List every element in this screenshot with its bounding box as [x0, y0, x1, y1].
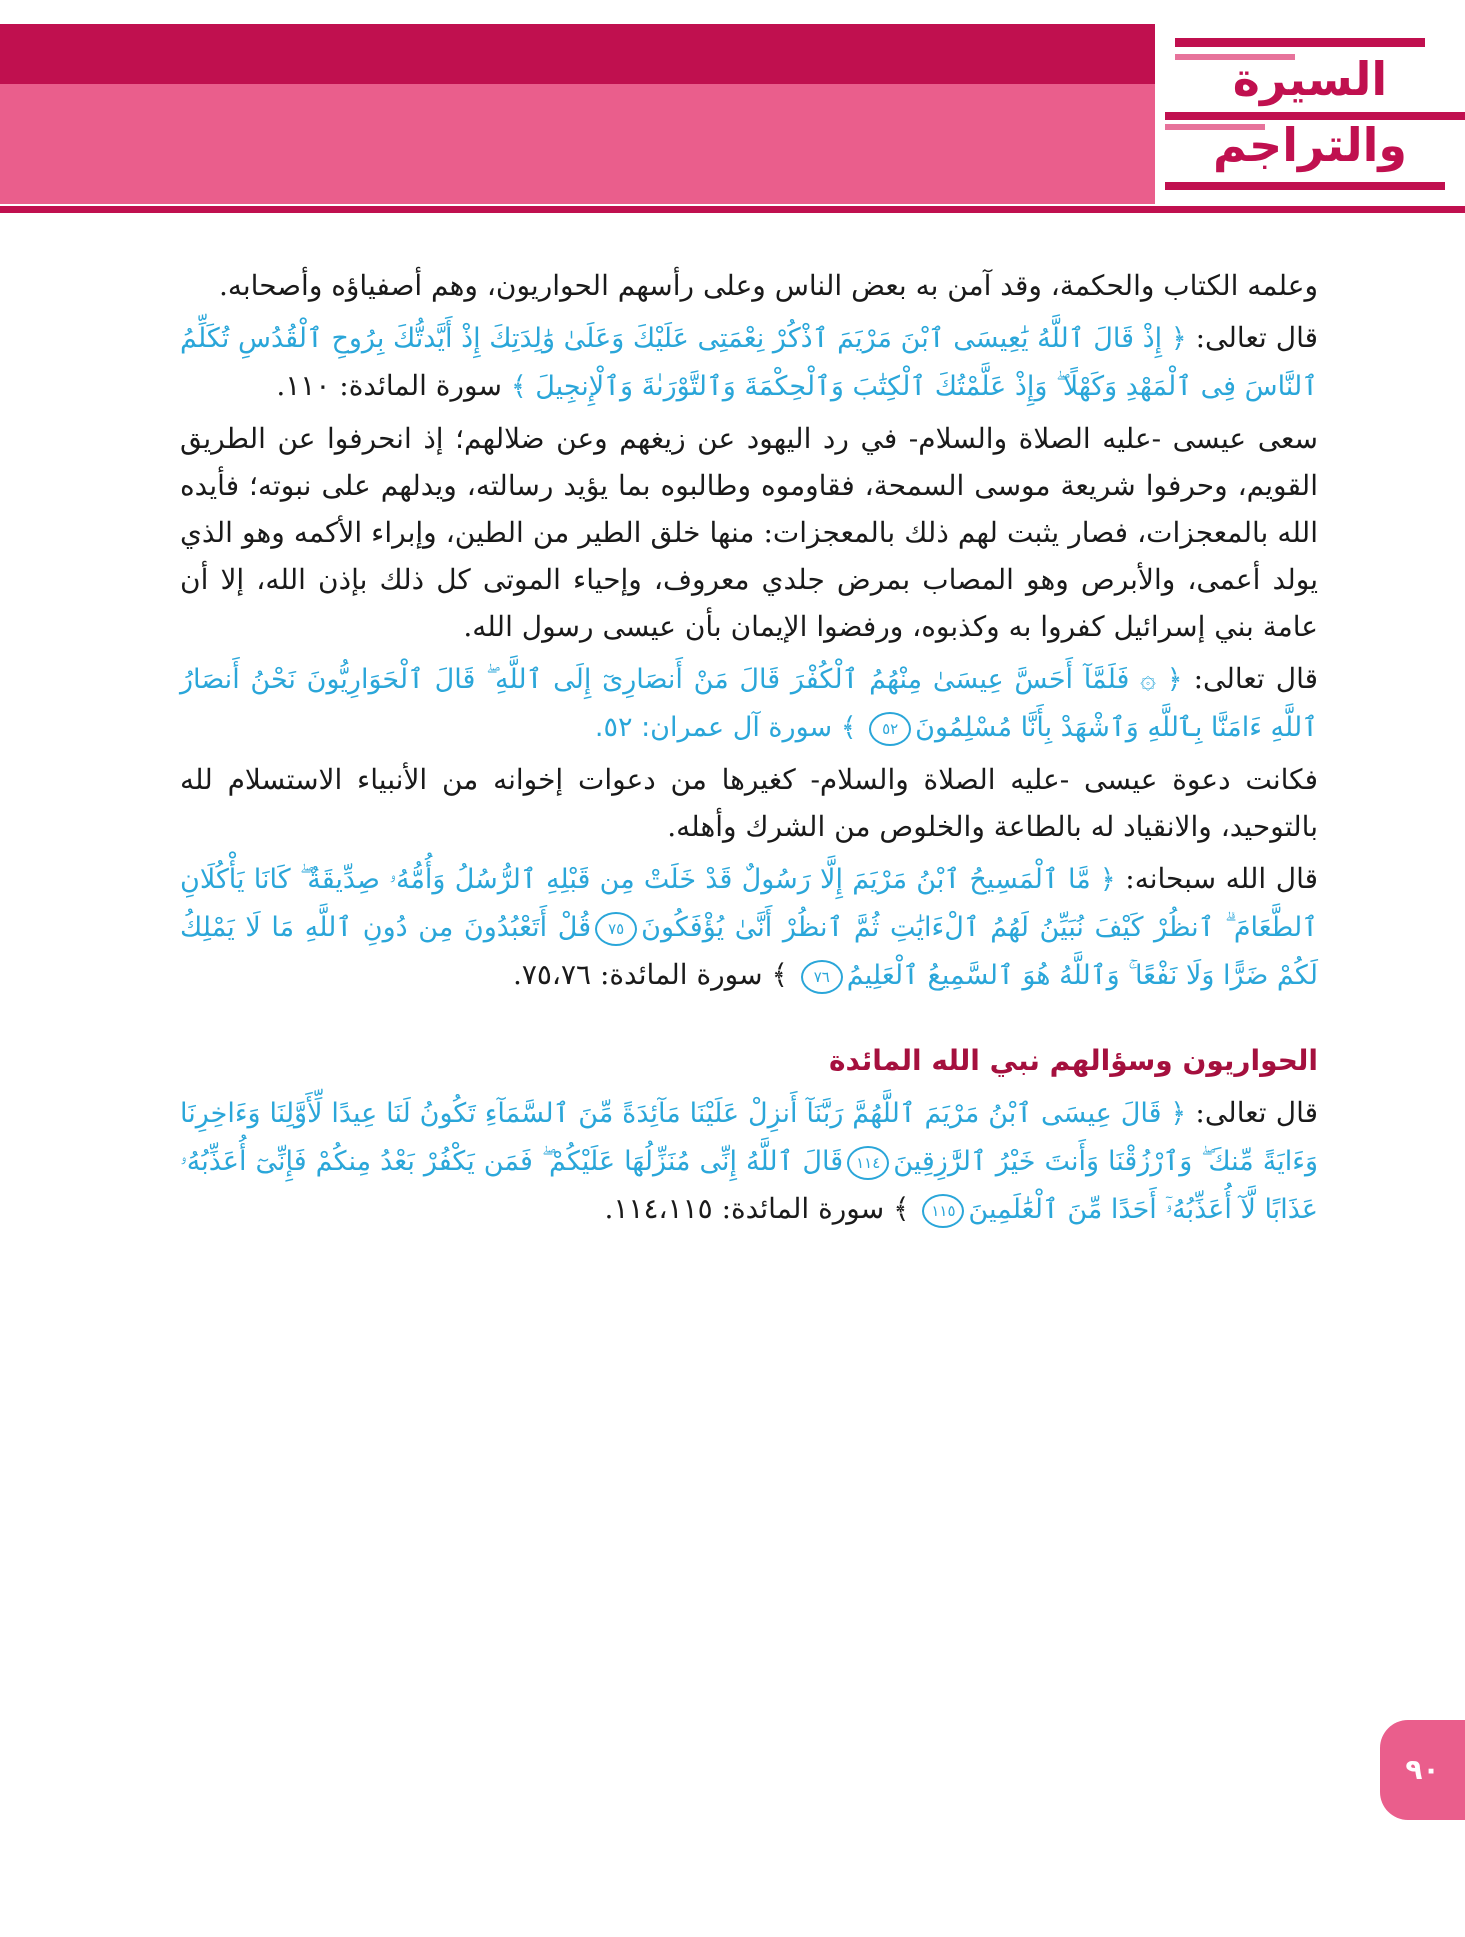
quran-verse: ﴿ إِذْ قَالَ ٱللَّهُ يَٰعِيسَى ٱبْنَ مَرْيَمَ ٱذْكُرْ نِعْمَتِى عَلَيْكَ وَعَلَىٰ وَٰلِدَتِكَ إِذْ أَيَّدتُّكَ بِرُوحِ ٱلْقُدُسِ تُكَلِّمُ ٱلنَّاسَ فِى ٱلْمَهْدِ وَكَهْلًا ۖ وَإِذْ عَلَّمْتُكَ ٱلْكِتَٰبَ وَٱلْحِكْمَةَ وَٱلتَّوْرَىٰةَ وَٱلْإِنجِيلَ ﴾: [180, 323, 1318, 402]
verse-intro: قال الله سبحانه:: [1115, 862, 1318, 895]
logo-line-2: والتراجم: [1212, 118, 1408, 172]
verse-intro: قال تعالى:: [1186, 1096, 1318, 1129]
paragraph: وعلمه الكتاب والحكمة، وقد آمن به بعض الناس وعلى رأسهم الحواريون، وهم أصفياؤه وأصحابه.: [218, 269, 1318, 302]
verse-reference: ﴾ سورة المائدة: ١١٤،١١٥.: [604, 1192, 919, 1225]
verse-paragraph: [180, 855, 1318, 999]
verse-paragraph: [180, 655, 1318, 751]
verse-paragraph: [180, 1089, 1318, 1233]
section-logo: [1155, 24, 1465, 206]
verse-paragraph: [180, 314, 1318, 410]
quran-verse: ﴿ قَالَ عِيسَى ٱبْنُ مَرْيَمَ ٱللَّهُمَّ رَبَّنَآ أَنزِلْ عَلَيْنَا مَآئِدَةً مِّنَ ٱلسَّمَآءِ تَكُونُ لَنَا عِيدًا لِّأَوَّلِنَا وَءَاخِرِنَا وَءَايَةً مِّنكَ ۖ وَٱرْزُقْنَا وَأَنتَ خَيْرُ ٱلرَّٰزِقِينَ: [180, 1098, 1318, 1177]
quran-verse: قَالَ ٱللَّهُ إِنِّى مُنَزِّلُهَا عَلَيْكُمْ ۖ فَمَن يَكْفُرْ بَعْدُ مِنكُمْ فَإِنِّىٓ أُعَذِّبُهُۥ عَذَابًا لَّآ أُعَذِّبُهُۥٓ أَحَدًا مِّنَ ٱلْعَٰلَمِينَ: [180, 1146, 1318, 1225]
logo-line-1: السيرة: [1232, 52, 1388, 106]
logo-bar: [1165, 182, 1445, 190]
ayah-number-icon: ١١٥: [922, 1194, 964, 1228]
section-heading: الحواريون وسؤالهم نبي الله المائدة: [829, 1044, 1318, 1077]
quran-verse: قُلْ أَتَعْبُدُونَ مِن دُونِ ٱللَّهِ مَا لَا يَمْلِكُ لَكُمْ ضَرًّا وَلَا نَفْعًا ۚ وَٱللَّهُ هُوَ ٱلسَّمِيعُ ٱلْعَلِيمُ: [180, 912, 1318, 991]
verse-reference: سورة المائدة: ١١٠.: [276, 369, 511, 402]
verse-intro: قال تعالى:: [1182, 662, 1319, 695]
verse-reference: ﴾ سورة آل عمران: ٥٢.: [594, 712, 866, 743]
verse-reference: ﴾ سورة المائدة: ٧٥،٧٦.: [512, 958, 797, 991]
ayah-number-icon: ٥٢: [869, 712, 911, 746]
header-band-line: [0, 206, 1465, 213]
paragraph: فكانت دعوة عيسى -عليه الصلاة والسلام- كغيرها من دعوات إخوانه من الأنبياء الاستسلام لله بالتوحيد، والانقياد له بالطاعة والخلوص من الشرك وأهله.: [180, 763, 1318, 843]
ayah-number-icon: ٧٥: [595, 912, 637, 946]
quran-verse: ﴿ ۞ فَلَمَّآ أَحَسَّ عِيسَىٰ مِنْهُمُ ٱلْكُفْرَ قَالَ مَنْ أَنصَارِىٓ إِلَى ٱللَّهِ ۖ قَالَ ٱلْحَوَارِيُّونَ نَحْنُ أَنصَارُ ٱللَّهِ ءَامَنَّا بِٱللَّهِ وَٱشْهَدْ بِأَنَّا مُسْلِمُونَ: [180, 664, 1318, 743]
paragraph: سعى عيسى -عليه الصلاة والسلام- في رد اليهود عن زيغهم وعن ضلالهم؛ إذ انحرفوا عن الطريق القويم، وحرفوا شريعة موسى السمحة، فقاوموه وطالبوه بما يؤيد رسالته، ويدلهم على نبوته؛ فأيده الله بالمعجزات، فصار يثبت لهم ذلك بالمعجزات: منها خلق الطير من الطين، وإبراء الأكمه وهو الذي يولد أعمى، والأبرص وهو المصاب بمرض جلدي معروف، وإحياء الموتى كل ذلك بإذن الله، إلا أن عامة بني إسرائيل كفروا به وكذبوه، ورفضوا الإيمان بأن عيسى رسول الله.: [180, 422, 1318, 643]
page-number: ٩٠: [1380, 1720, 1465, 1820]
main-content: [180, 262, 1318, 1238]
quran-verse: ﴿ مَّا ٱلْمَسِيحُ ٱبْنُ مَرْيَمَ إِلَّا رَسُولٌ قَدْ خَلَتْ مِن قَبْلِهِ ٱلرُّسُلُ وَأُمُّهُۥ صِدِّيقَةٌ ۖ كَانَا يَأْكُلَانِ ٱلطَّعَامَ ۗ ٱنظُرْ كَيْفَ نُبَيِّنُ لَهُمُ ٱلْءَايَٰتِ ثُمَّ ٱنظُرْ أَنَّىٰ يُؤْفَكُونَ: [180, 864, 1318, 943]
ayah-number-icon: ١١٤: [847, 1146, 889, 1180]
ayah-number-icon: ٧٦: [801, 960, 843, 994]
verse-intro: قال تعالى:: [1186, 321, 1318, 354]
logo-text: [1155, 46, 1465, 178]
